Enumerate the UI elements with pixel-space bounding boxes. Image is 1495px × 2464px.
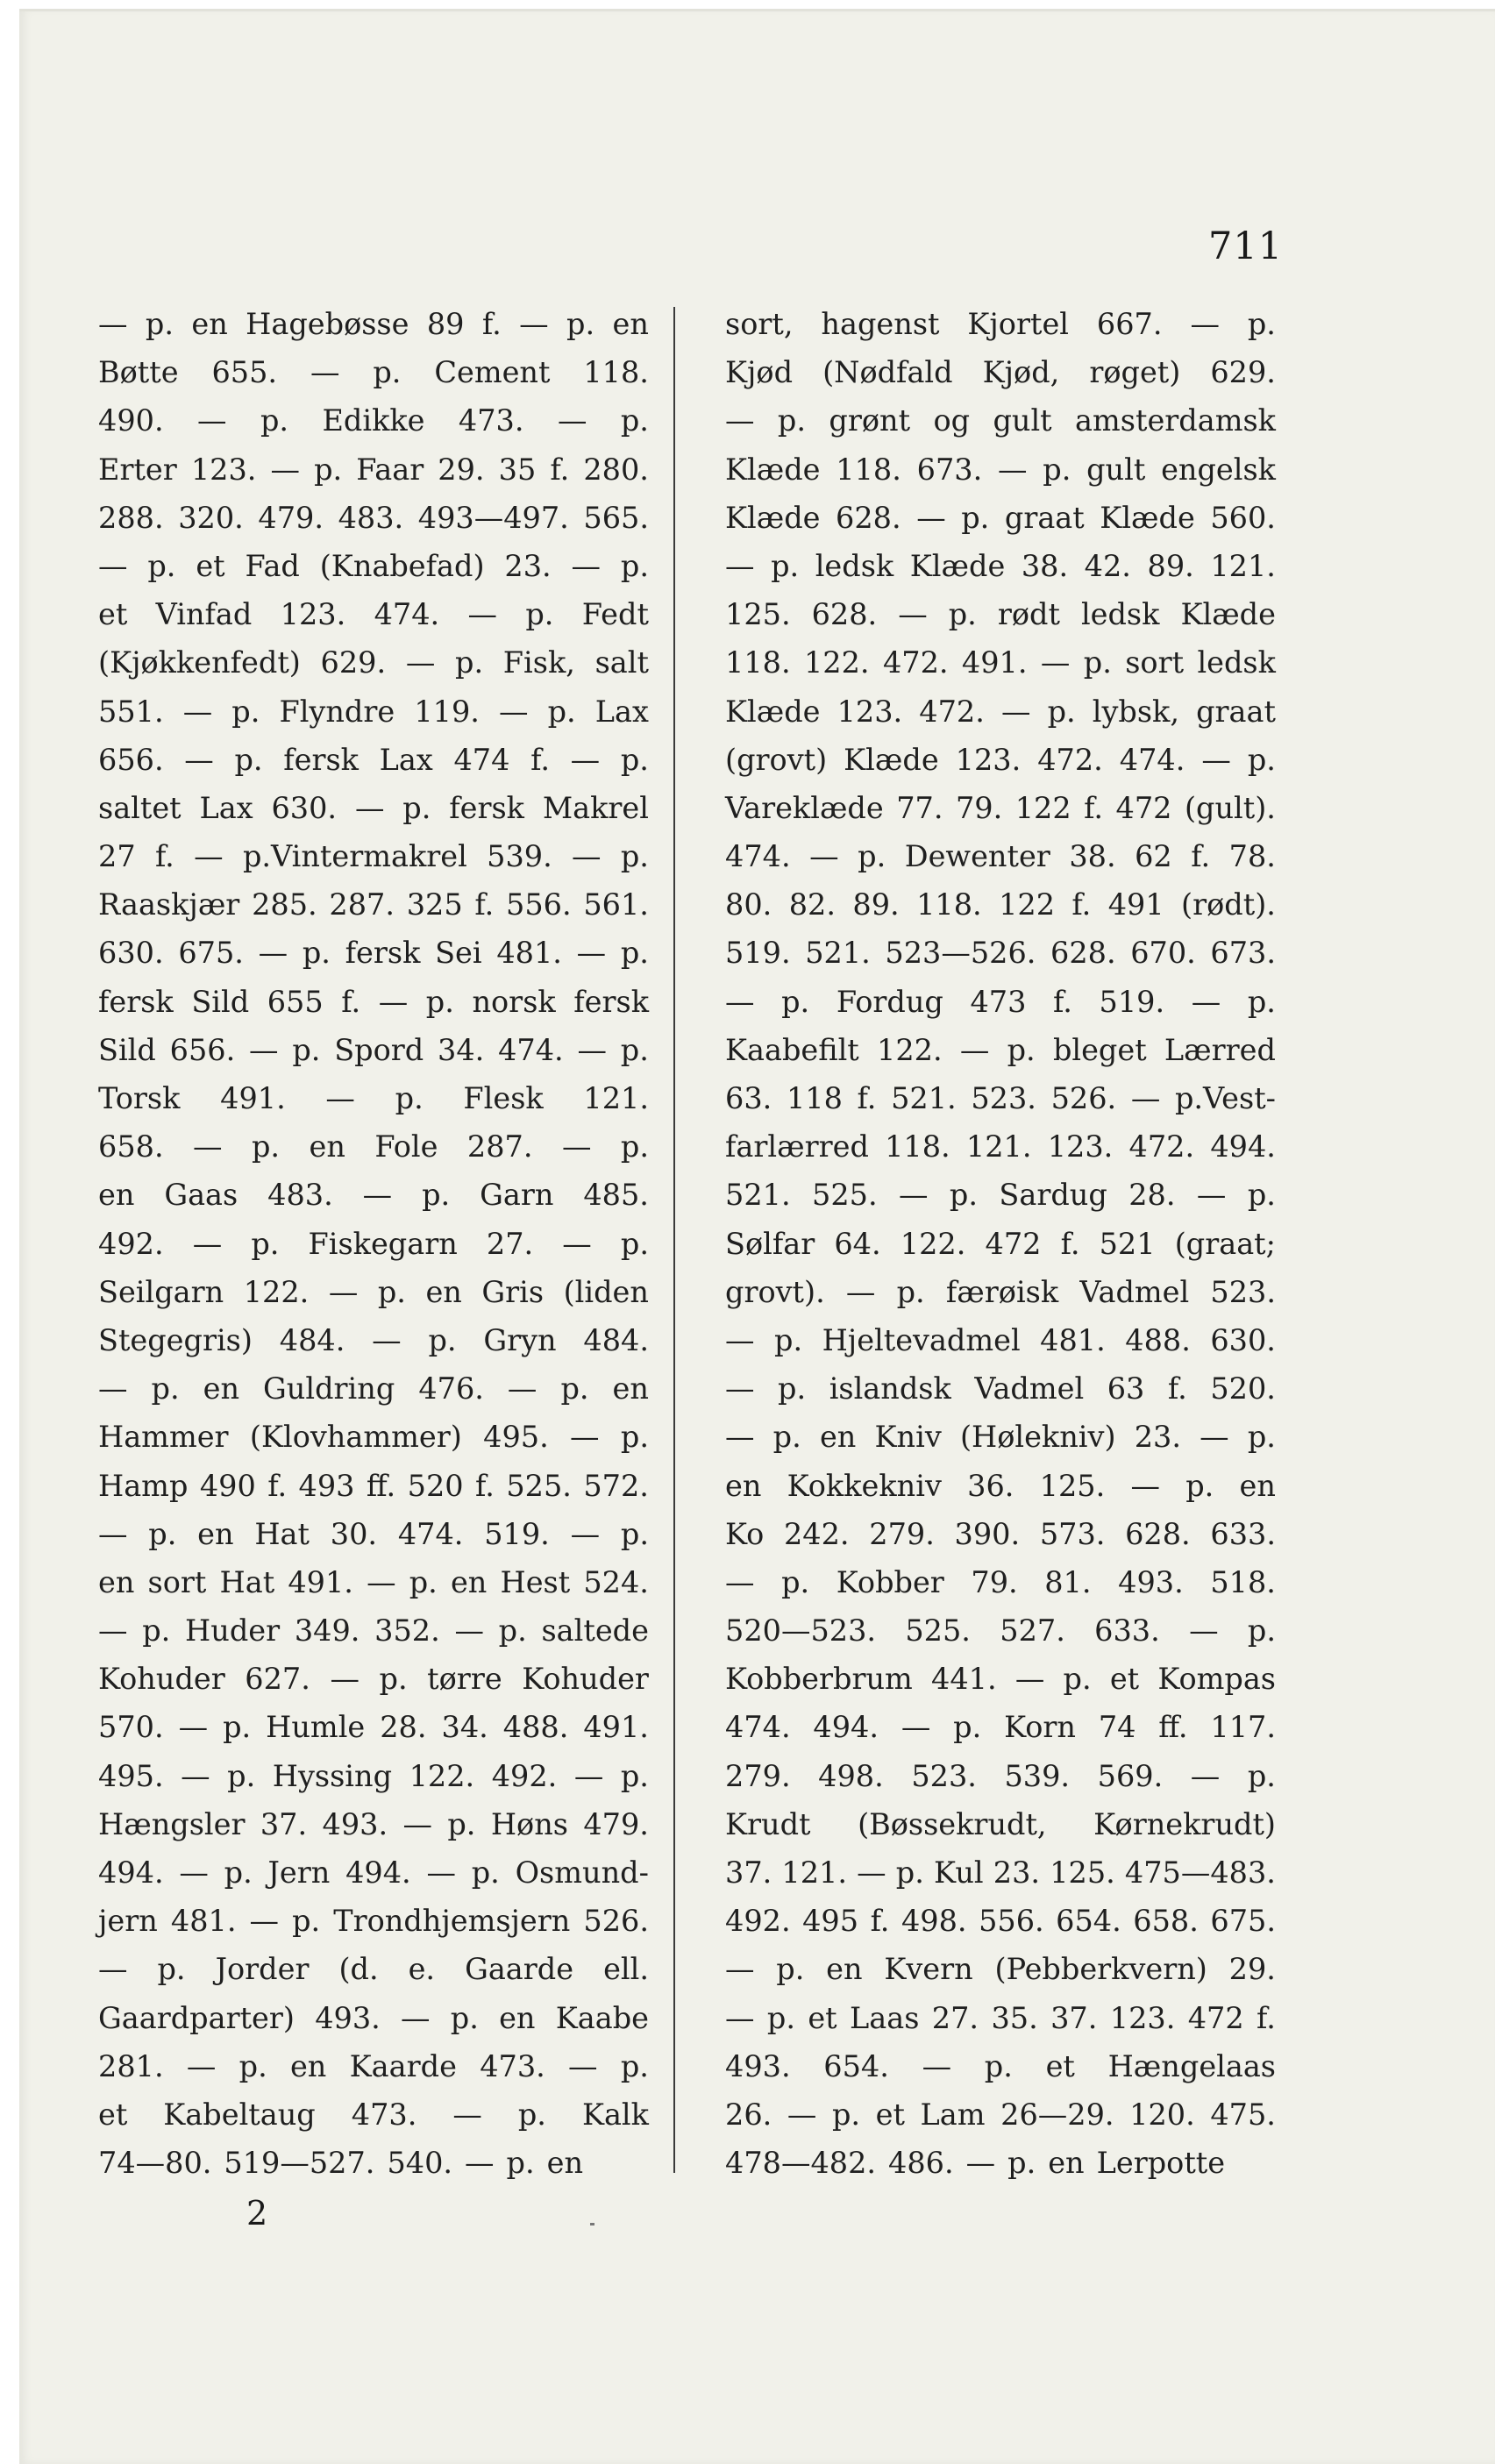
index-line: et Kabeltaug 473. — p. Kalk xyxy=(98,2097,649,2132)
index-line: 26. — p. et Lam 26—29. 120. 475. xyxy=(725,2097,1276,2132)
index-line: Kaabefilt 122. — p. bleget Lærred xyxy=(725,1032,1276,1067)
index-line: en Gaas 483. — p. Garn 485. xyxy=(98,1178,649,1213)
index-line: 279. 498. 523. 539. 569. — p. xyxy=(725,1758,1276,1793)
index-line: saltet Lax 630. — p. fersk Makrel xyxy=(98,790,649,825)
index-line: 493. 654. — p. et Hængelaas xyxy=(725,2048,1276,2083)
index-line: Raaskjær 285. 287. 325 f. 556. 561. xyxy=(98,887,649,922)
index-line: 495. — p. Hyssing 122. 492. — p. xyxy=(98,1758,649,1793)
index-line: Erter 123. — p. Faar 29. 35 f. 280. xyxy=(98,452,649,487)
index-line: 519. 521. 523—526. 628. 670. 673. xyxy=(725,936,1276,971)
index-line: (Kjøkkenfedt) 629. — p. Fisk, salt xyxy=(98,645,649,680)
index-line: 492. 495 f. 498. 556. 654. 658. 675. xyxy=(725,1904,1276,1939)
page-number: 711 xyxy=(1208,224,1284,268)
index-line: Klæde 118. 673. — p. gult engelsk xyxy=(725,452,1276,487)
index-line: Hamp 490 f. 493 ff. 520 f. 525. 572. xyxy=(98,1468,649,1503)
scan-margin xyxy=(0,0,19,2464)
index-line: Bøtte 655. — p. Cement 118. xyxy=(98,355,649,390)
index-line: 494. — p. Jern 494. — p. Osmund- xyxy=(98,1855,649,1890)
index-line: 490. — p. Edikke 473. — p. xyxy=(98,403,649,438)
index-line: sort, hagenst Kjortel 667. — p. xyxy=(725,307,1276,341)
index-line: (grovt) Klæde 123. 472. 474. — p. xyxy=(725,742,1276,777)
index-line: Sølfar 64. 122. 472 f. 521 (graat; xyxy=(725,1226,1276,1261)
index-line: Kjød (Nødfald Kjød, røget) 629. xyxy=(725,355,1276,390)
index-line: Klæde 123. 472. — p. lybsk, graat xyxy=(725,694,1276,729)
index-line: 656. — p. fersk Lax 474 f. — p. xyxy=(98,742,649,777)
print-speck xyxy=(590,2223,594,2225)
column-divider xyxy=(673,307,675,2173)
index-line: Stegegris) 484. — p. Gryn 484. xyxy=(98,1322,649,1357)
index-line: 74—80. 519—527. 540. — p. en xyxy=(98,2146,584,2181)
index-line: Seilgarn 122. — p. en Gris (liden xyxy=(98,1274,649,1309)
index-line: 474. 494. — p. Korn 74 ff. 117. xyxy=(725,1710,1276,1745)
right-column xyxy=(725,300,1276,2187)
index-line: en sort Hat 491. — p. en Hest 524. xyxy=(98,1564,649,1599)
index-line: — p. et Fad (Knabefad) 23. — p. xyxy=(98,548,649,583)
index-line: — p. Hjeltevadmel 481. 488. 630. xyxy=(725,1322,1276,1357)
index-line: 551. — p. Flyndre 119. — p. Lax xyxy=(98,694,649,729)
index-line: Vareklæde 77. 79. 122 f. 472 (gult). xyxy=(725,790,1276,825)
index-line: farlærred 118. 121. 123. 472. 494. xyxy=(725,1129,1276,1164)
index-line: — p. ledsk Klæde 38. 42. 89. 121. xyxy=(725,548,1276,583)
index-line: — p. Fordug 473 f. 519. — p. xyxy=(725,984,1276,1019)
index-line: Kobberbrum 441. — p. et Kompas xyxy=(725,1662,1276,1697)
index-line: fersk Sild 655 f. — p. norsk fersk xyxy=(98,984,649,1019)
index-line: — p. et Laas 27. 35. 37. 123. 472 f. xyxy=(725,2000,1276,2035)
index-line: Ko 242. 279. 390. 573. 628. 633. xyxy=(725,1516,1276,1551)
page-top-edge xyxy=(19,9,1495,11)
index-line: 118. 122. 472. 491. — p. sort ledsk xyxy=(725,645,1276,680)
index-line: Gaardparter) 493. — p. en Kaabe xyxy=(98,2000,649,2035)
index-line: en Kokkekniv 36. 125. — p. en xyxy=(725,1468,1276,1503)
index-line: Krudt (Bøssekrudt, Kørnekrudt) xyxy=(725,1806,1276,1841)
index-line: 37. 121. — p. Kul 23. 125. 475—483. xyxy=(725,1855,1276,1890)
index-line: 478—482. 486. — p. en Lerpotte xyxy=(725,2146,1226,2181)
index-line: — p. Huder 349. 352. — p. saltede xyxy=(98,1613,649,1649)
index-line: Klæde 628. — p. graat Klæde 560. xyxy=(725,500,1276,535)
index-line: 520—523. 525. 527. 633. — p. xyxy=(725,1613,1276,1649)
index-line: 474. — p. Dewenter 38. 62 f. 78. xyxy=(725,839,1276,874)
index-line: et Vinfad 123. 474. — p. Fedt xyxy=(98,597,649,632)
index-line: — p. Jorder (d. e. Gaarde ell. xyxy=(98,1952,649,1987)
index-line: — p. islandsk Vadmel 63 f. 520. xyxy=(725,1371,1276,1406)
index-line: — p. en Hagebøsse 89 f. — p. en xyxy=(98,307,649,341)
index-line: 630. 675. — p. fersk Sei 481. — p. xyxy=(98,936,649,971)
index-line: 125. 628. — p. rødt ledsk Klæde xyxy=(725,597,1276,632)
index-line: 521. 525. — p. Sardug 28. — p. xyxy=(725,1178,1276,1213)
index-line: grovt). — p. færøisk Vadmel 523. xyxy=(725,1274,1276,1309)
index-line: Hammer (Klovhammer) 495. — p. xyxy=(98,1420,649,1455)
index-line: 492. — p. Fiskegarn 27. — p. xyxy=(98,1226,649,1261)
index-line: — p. Kobber 79. 81. 493. 518. xyxy=(725,1564,1276,1599)
index-line: 80. 82. 89. 118. 122 f. 491 (rødt). xyxy=(725,887,1276,922)
index-line: Sild 656. — p. Spord 34. 474. — p. xyxy=(98,1032,649,1067)
index-line: 63. 118 f. 521. 523. 526. — p.Vest- xyxy=(725,1081,1276,1115)
index-line: Torsk 491. — p. Flesk 121. xyxy=(98,1081,649,1115)
index-line: Kohuder 627. — p. tørre Kohuder xyxy=(98,1662,649,1697)
index-line: — p. grønt og gult amsterdamsk xyxy=(725,403,1276,438)
index-line: 281. — p. en Kaarde 473. — p. xyxy=(98,2048,649,2083)
index-line: — p. en Kvern (Pebberkvern) 29. xyxy=(725,1952,1276,1987)
index-line: jern 481. — p. Trondhjemsjern 526. xyxy=(98,1904,649,1939)
index-line: 27 f. — p.Vintermakrel 539. — p. xyxy=(98,839,649,874)
signature-mark: 2 xyxy=(246,2194,268,2233)
index-line: — p. en Kniv (Hølekniv) 23. — p. xyxy=(725,1420,1276,1455)
index-line: Hængsler 37. 493. — p. Høns 479. xyxy=(98,1806,649,1841)
index-line: — p. en Hat 30. 474. 519. — p. xyxy=(98,1516,649,1551)
index-line: — p. en Guldring 476. — p. en xyxy=(98,1371,649,1406)
left-column xyxy=(98,300,649,2187)
index-line: 288. 320. 479. 483. 493—497. 565. xyxy=(98,500,649,535)
index-line: 658. — p. en Fole 287. — p. xyxy=(98,1129,649,1164)
index-line: 570. — p. Humle 28. 34. 488. 491. xyxy=(98,1710,649,1745)
